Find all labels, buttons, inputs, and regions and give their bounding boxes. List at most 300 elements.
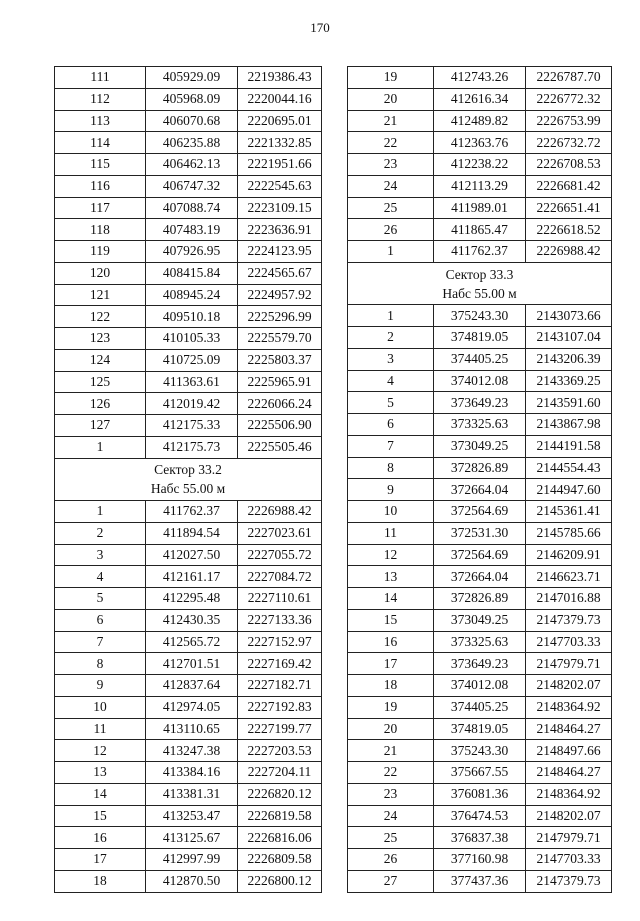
table-row — [348, 827, 612, 849]
point-number-cell: 121 — [55, 284, 146, 306]
point-number-cell: 21 — [348, 740, 434, 762]
y-coordinate-cell: 2146209.91 — [526, 544, 612, 566]
y-coordinate-cell: 2227084.72 — [238, 566, 322, 588]
point-number-cell: 10 — [348, 501, 434, 523]
table-row — [55, 393, 322, 415]
table-row — [348, 783, 612, 805]
point-number-cell: 13 — [55, 762, 146, 784]
y-coordinate-cell: 2227203.53 — [238, 740, 322, 762]
table-row — [55, 436, 322, 458]
y-coordinate-cell: 2226681.42 — [526, 175, 612, 197]
y-coordinate-cell: 2227055.72 — [238, 544, 322, 566]
point-number-cell: 1 — [55, 436, 146, 458]
x-coordinate-cell: 373649.23 — [434, 653, 526, 675]
x-coordinate-cell: 375667.55 — [434, 762, 526, 784]
coordinates-table-left — [54, 66, 322, 893]
x-coordinate-cell: 412743.26 — [434, 67, 526, 89]
y-coordinate-cell: 2227169.42 — [238, 653, 322, 675]
y-coordinate-cell: 2226800.12 — [238, 870, 322, 892]
y-coordinate-cell: 2143107.04 — [526, 327, 612, 349]
point-number-cell: 126 — [55, 393, 146, 415]
table-row — [55, 740, 322, 762]
table-row — [348, 653, 612, 675]
table-row — [348, 718, 612, 740]
y-coordinate-cell: 2147016.88 — [526, 588, 612, 610]
x-coordinate-cell: 372826.89 — [434, 588, 526, 610]
y-coordinate-cell: 2226988.42 — [238, 501, 322, 523]
table-row — [55, 675, 322, 697]
x-coordinate-cell: 408945.24 — [146, 284, 238, 306]
x-coordinate-cell: 374012.08 — [434, 675, 526, 697]
x-coordinate-cell: 406235.88 — [146, 132, 238, 154]
y-coordinate-cell: 2225506.90 — [238, 415, 322, 437]
table-row — [55, 132, 322, 154]
point-number-cell: 115 — [55, 154, 146, 176]
point-number-cell: 1 — [55, 501, 146, 523]
table-row — [55, 544, 322, 566]
point-number-cell: 19 — [348, 696, 434, 718]
point-number-cell: 13 — [348, 566, 434, 588]
table-row — [348, 197, 612, 219]
table-row — [348, 501, 612, 523]
x-coordinate-cell: 372564.69 — [434, 544, 526, 566]
table-row — [55, 415, 322, 437]
y-coordinate-cell: 2222545.63 — [238, 175, 322, 197]
x-coordinate-cell: 413253.47 — [146, 805, 238, 827]
table-row — [348, 522, 612, 544]
y-coordinate-cell: 2226066.24 — [238, 393, 322, 415]
y-coordinate-cell: 2227133.36 — [238, 609, 322, 631]
table-row — [348, 392, 612, 414]
table-row — [348, 588, 612, 610]
y-coordinate-cell: 2143867.98 — [526, 414, 612, 436]
y-coordinate-cell: 2226753.99 — [526, 110, 612, 132]
table-row — [348, 327, 612, 349]
point-number-cell: 10 — [55, 696, 146, 718]
y-coordinate-cell: 2146623.71 — [526, 566, 612, 588]
x-coordinate-cell: 412997.99 — [146, 849, 238, 871]
point-number-cell: 18 — [55, 870, 146, 892]
table-row — [348, 132, 612, 154]
section-height: Нaбс 55.00 м — [442, 285, 517, 301]
point-number-cell: 27 — [348, 870, 434, 892]
table-row — [55, 154, 322, 176]
point-number-cell: 8 — [55, 653, 146, 675]
x-coordinate-cell: 411363.61 — [146, 371, 238, 393]
x-coordinate-cell: 412837.64 — [146, 675, 238, 697]
y-coordinate-cell: 2220044.16 — [238, 88, 322, 110]
x-coordinate-cell: 412238.22 — [434, 154, 526, 176]
point-number-cell: 4 — [348, 370, 434, 392]
point-number-cell: 26 — [348, 219, 434, 241]
y-coordinate-cell: 2147979.71 — [526, 653, 612, 675]
point-number-cell: 20 — [348, 718, 434, 740]
x-coordinate-cell: 412027.50 — [146, 544, 238, 566]
y-coordinate-cell: 2143369.25 — [526, 370, 612, 392]
y-coordinate-cell: 2147379.73 — [526, 870, 612, 892]
y-coordinate-cell: 2226819.58 — [238, 805, 322, 827]
table-row — [55, 566, 322, 588]
table-row — [348, 457, 612, 479]
x-coordinate-cell: 372564.69 — [434, 501, 526, 523]
y-coordinate-cell: 2144554.43 — [526, 457, 612, 479]
section-header-row — [348, 262, 612, 305]
x-coordinate-cell: 412489.82 — [434, 110, 526, 132]
table-row — [55, 328, 322, 350]
section-height: Нaбс 55.00 м — [150, 481, 226, 497]
x-coordinate-cell: 372826.89 — [434, 457, 526, 479]
table-row — [55, 306, 322, 328]
y-coordinate-cell: 2227110.61 — [238, 588, 322, 610]
coordinates-table-right — [347, 66, 612, 893]
point-number-cell: 23 — [348, 154, 434, 176]
x-coordinate-cell: 373049.25 — [434, 609, 526, 631]
x-coordinate-cell: 375243.30 — [434, 740, 526, 762]
point-number-cell: 6 — [55, 609, 146, 631]
x-coordinate-cell: 411762.37 — [146, 501, 238, 523]
x-coordinate-cell: 413247.38 — [146, 740, 238, 762]
table-row — [348, 348, 612, 370]
point-number-cell: 8 — [348, 457, 434, 479]
table-row — [348, 88, 612, 110]
y-coordinate-cell: 2223636.91 — [238, 219, 322, 241]
table-row — [348, 740, 612, 762]
y-coordinate-cell: 2227182.71 — [238, 675, 322, 697]
point-number-cell: 15 — [348, 609, 434, 631]
table-row — [55, 696, 322, 718]
point-number-cell: 17 — [55, 849, 146, 871]
coordinates-table-left-body — [55, 67, 322, 893]
section-header — [348, 262, 612, 305]
point-number-cell: 123 — [55, 328, 146, 350]
table-row — [55, 501, 322, 523]
x-coordinate-cell: 412295.48 — [146, 588, 238, 610]
y-coordinate-cell: 2227192.83 — [238, 696, 322, 718]
x-coordinate-cell: 406747.32 — [146, 175, 238, 197]
y-coordinate-cell: 2148497.66 — [526, 740, 612, 762]
point-number-cell: 5 — [348, 392, 434, 414]
y-coordinate-cell: 2224123.95 — [238, 241, 322, 263]
x-coordinate-cell: 374819.05 — [434, 327, 526, 349]
x-coordinate-cell: 412974.05 — [146, 696, 238, 718]
x-coordinate-cell: 372531.30 — [434, 522, 526, 544]
page-number: 170 — [310, 20, 330, 35]
point-number-cell: 111 — [55, 67, 146, 89]
point-number-cell: 118 — [55, 219, 146, 241]
table-row — [55, 284, 322, 306]
point-number-cell: 14 — [348, 588, 434, 610]
point-number-cell: 11 — [348, 522, 434, 544]
x-coordinate-cell: 413384.16 — [146, 762, 238, 784]
point-number-cell: 7 — [348, 435, 434, 457]
x-coordinate-cell: 375243.30 — [434, 305, 526, 327]
x-coordinate-cell: 411865.47 — [434, 219, 526, 241]
table-row — [55, 827, 322, 849]
section-title: Сектор 33.3 — [445, 266, 514, 282]
table-row — [55, 241, 322, 263]
table-row — [55, 870, 322, 892]
y-coordinate-cell: 2147703.33 — [526, 849, 612, 871]
x-coordinate-cell: 377437.36 — [434, 870, 526, 892]
y-coordinate-cell: 2144191.58 — [526, 435, 612, 457]
x-coordinate-cell: 373325.63 — [434, 631, 526, 653]
point-number-cell: 23 — [348, 783, 434, 805]
table-row — [348, 609, 612, 631]
point-number-cell: 11 — [55, 718, 146, 740]
table-row — [348, 219, 612, 241]
x-coordinate-cell: 377160.98 — [434, 849, 526, 871]
y-coordinate-cell: 2143591.60 — [526, 392, 612, 414]
y-coordinate-cell: 2148202.07 — [526, 805, 612, 827]
table-row — [55, 522, 322, 544]
point-number-cell: 25 — [348, 197, 434, 219]
table-row — [348, 175, 612, 197]
x-coordinate-cell: 412161.17 — [146, 566, 238, 588]
point-number-cell: 14 — [55, 783, 146, 805]
point-number-cell: 125 — [55, 371, 146, 393]
table-row — [348, 370, 612, 392]
x-coordinate-cell: 413110.65 — [146, 718, 238, 740]
table-row — [348, 479, 612, 501]
y-coordinate-cell: 2148464.27 — [526, 718, 612, 740]
y-coordinate-cell: 2219386.43 — [238, 67, 322, 89]
y-coordinate-cell: 2225505.46 — [238, 436, 322, 458]
point-number-cell: 7 — [55, 631, 146, 653]
point-number-cell: 127 — [55, 415, 146, 437]
coordinates-table-right-body — [348, 67, 612, 893]
y-coordinate-cell: 2226708.53 — [526, 154, 612, 176]
table-row — [348, 435, 612, 457]
x-coordinate-cell: 409510.18 — [146, 306, 238, 328]
point-number-cell: 116 — [55, 175, 146, 197]
table-row — [348, 870, 612, 892]
x-coordinate-cell: 407926.95 — [146, 241, 238, 263]
point-number-cell: 2 — [55, 522, 146, 544]
x-coordinate-cell: 407483.19 — [146, 219, 238, 241]
table-row — [55, 175, 322, 197]
table-row — [348, 762, 612, 784]
x-coordinate-cell: 412565.72 — [146, 631, 238, 653]
y-coordinate-cell: 2147703.33 — [526, 631, 612, 653]
x-coordinate-cell: 411762.37 — [434, 241, 526, 263]
table-row — [348, 675, 612, 697]
y-coordinate-cell: 2226787.70 — [526, 67, 612, 89]
y-coordinate-cell: 2226820.12 — [238, 783, 322, 805]
x-coordinate-cell: 412701.51 — [146, 653, 238, 675]
table-row — [348, 566, 612, 588]
y-coordinate-cell: 2226651.41 — [526, 197, 612, 219]
table-row — [55, 762, 322, 784]
y-coordinate-cell: 2227023.61 — [238, 522, 322, 544]
point-number-cell: 22 — [348, 132, 434, 154]
y-coordinate-cell: 2225965.91 — [238, 371, 322, 393]
table-row — [348, 544, 612, 566]
point-number-cell: 24 — [348, 805, 434, 827]
section-header-row — [55, 458, 322, 501]
table-row — [55, 88, 322, 110]
y-coordinate-cell: 2147979.71 — [526, 827, 612, 849]
x-coordinate-cell: 412019.42 — [146, 393, 238, 415]
table-row — [348, 696, 612, 718]
y-coordinate-cell: 2225296.99 — [238, 306, 322, 328]
point-number-cell: 120 — [55, 262, 146, 284]
table-row — [348, 849, 612, 871]
x-coordinate-cell: 412430.35 — [146, 609, 238, 631]
point-number-cell: 2 — [348, 327, 434, 349]
table-row — [55, 783, 322, 805]
y-coordinate-cell: 2225803.37 — [238, 349, 322, 371]
y-coordinate-cell: 2148364.92 — [526, 696, 612, 718]
x-coordinate-cell: 412870.50 — [146, 870, 238, 892]
table-row — [55, 262, 322, 284]
y-coordinate-cell: 2226816.06 — [238, 827, 322, 849]
x-coordinate-cell: 413381.31 — [146, 783, 238, 805]
y-coordinate-cell: 2226618.52 — [526, 219, 612, 241]
point-number-cell: 17 — [348, 653, 434, 675]
x-coordinate-cell: 374819.05 — [434, 718, 526, 740]
point-number-cell: 25 — [348, 827, 434, 849]
y-coordinate-cell: 2226809.58 — [238, 849, 322, 871]
y-coordinate-cell: 2220695.01 — [238, 110, 322, 132]
table-row — [55, 631, 322, 653]
point-number-cell: 20 — [348, 88, 434, 110]
table-row — [348, 110, 612, 132]
x-coordinate-cell: 374405.25 — [434, 348, 526, 370]
point-number-cell: 26 — [348, 849, 434, 871]
y-coordinate-cell: 2227199.77 — [238, 718, 322, 740]
section-header — [55, 458, 322, 501]
x-coordinate-cell: 373649.23 — [434, 392, 526, 414]
y-coordinate-cell: 2147379.73 — [526, 609, 612, 631]
x-coordinate-cell: 376081.36 — [434, 783, 526, 805]
y-coordinate-cell: 2227204.11 — [238, 762, 322, 784]
x-coordinate-cell: 410725.09 — [146, 349, 238, 371]
y-coordinate-cell: 2227152.97 — [238, 631, 322, 653]
table-row — [348, 154, 612, 176]
y-coordinate-cell: 2223109.15 — [238, 197, 322, 219]
point-number-cell: 119 — [55, 241, 146, 263]
x-coordinate-cell: 373325.63 — [434, 414, 526, 436]
point-number-cell: 3 — [348, 348, 434, 370]
table-row — [55, 110, 322, 132]
table-row — [55, 371, 322, 393]
y-coordinate-cell: 2143206.39 — [526, 348, 612, 370]
table-row — [55, 197, 322, 219]
x-coordinate-cell: 373049.25 — [434, 435, 526, 457]
x-coordinate-cell: 405929.09 — [146, 67, 238, 89]
x-coordinate-cell: 412113.29 — [434, 175, 526, 197]
point-number-cell: 15 — [55, 805, 146, 827]
point-number-cell: 16 — [348, 631, 434, 653]
y-coordinate-cell: 2143073.66 — [526, 305, 612, 327]
table-row — [55, 219, 322, 241]
point-number-cell: 12 — [55, 740, 146, 762]
x-coordinate-cell: 412175.73 — [146, 436, 238, 458]
y-coordinate-cell: 2226988.42 — [526, 241, 612, 263]
point-number-cell: 113 — [55, 110, 146, 132]
y-coordinate-cell: 2226772.32 — [526, 88, 612, 110]
x-coordinate-cell: 412363.76 — [434, 132, 526, 154]
table-row — [55, 653, 322, 675]
point-number-cell: 9 — [55, 675, 146, 697]
x-coordinate-cell: 406462.13 — [146, 154, 238, 176]
table-row — [348, 241, 612, 263]
point-number-cell: 22 — [348, 762, 434, 784]
point-number-cell: 124 — [55, 349, 146, 371]
y-coordinate-cell: 2148202.07 — [526, 675, 612, 697]
x-coordinate-cell: 413125.67 — [146, 827, 238, 849]
point-number-cell: 122 — [55, 306, 146, 328]
point-number-cell: 21 — [348, 110, 434, 132]
y-coordinate-cell: 2145785.66 — [526, 522, 612, 544]
point-number-cell: 3 — [55, 544, 146, 566]
y-coordinate-cell: 2148364.92 — [526, 783, 612, 805]
x-coordinate-cell: 407088.74 — [146, 197, 238, 219]
y-coordinate-cell: 2148464.27 — [526, 762, 612, 784]
table-row — [348, 67, 612, 89]
point-number-cell: 114 — [55, 132, 146, 154]
point-number-cell: 117 — [55, 197, 146, 219]
x-coordinate-cell: 372664.04 — [434, 479, 526, 501]
x-coordinate-cell: 412616.34 — [434, 88, 526, 110]
point-number-cell: 112 — [55, 88, 146, 110]
point-number-cell: 1 — [348, 241, 434, 263]
point-number-cell: 19 — [348, 67, 434, 89]
x-coordinate-cell: 411989.01 — [434, 197, 526, 219]
x-coordinate-cell: 372664.04 — [434, 566, 526, 588]
x-coordinate-cell: 406070.68 — [146, 110, 238, 132]
table-row — [348, 631, 612, 653]
x-coordinate-cell: 376474.53 — [434, 805, 526, 827]
point-number-cell: 9 — [348, 479, 434, 501]
table-row — [55, 718, 322, 740]
point-number-cell: 6 — [348, 414, 434, 436]
point-number-cell: 4 — [55, 566, 146, 588]
table-row — [55, 849, 322, 871]
y-coordinate-cell: 2221332.85 — [238, 132, 322, 154]
point-number-cell: 12 — [348, 544, 434, 566]
point-number-cell: 24 — [348, 175, 434, 197]
y-coordinate-cell: 2145361.41 — [526, 501, 612, 523]
point-number-cell: 18 — [348, 675, 434, 697]
table-row — [55, 609, 322, 631]
y-coordinate-cell: 2144947.60 — [526, 479, 612, 501]
table-row — [55, 805, 322, 827]
table-row — [55, 67, 322, 89]
table-row — [348, 805, 612, 827]
table-row — [348, 414, 612, 436]
y-coordinate-cell: 2224565.67 — [238, 262, 322, 284]
x-coordinate-cell: 374405.25 — [434, 696, 526, 718]
y-coordinate-cell: 2224957.92 — [238, 284, 322, 306]
x-coordinate-cell: 408415.84 — [146, 262, 238, 284]
y-coordinate-cell: 2225579.70 — [238, 328, 322, 350]
x-coordinate-cell: 411894.54 — [146, 522, 238, 544]
x-coordinate-cell: 405968.09 — [146, 88, 238, 110]
point-number-cell: 1 — [348, 305, 434, 327]
x-coordinate-cell: 376837.38 — [434, 827, 526, 849]
section-title: Сектор 33.2 — [154, 462, 222, 478]
table-row — [55, 588, 322, 610]
x-coordinate-cell: 410105.33 — [146, 328, 238, 350]
table-row — [55, 349, 322, 371]
point-number-cell: 5 — [55, 588, 146, 610]
y-coordinate-cell: 2226732.72 — [526, 132, 612, 154]
x-coordinate-cell: 412175.33 — [146, 415, 238, 437]
point-number-cell: 16 — [55, 827, 146, 849]
y-coordinate-cell: 2221951.66 — [238, 154, 322, 176]
x-coordinate-cell: 374012.08 — [434, 370, 526, 392]
